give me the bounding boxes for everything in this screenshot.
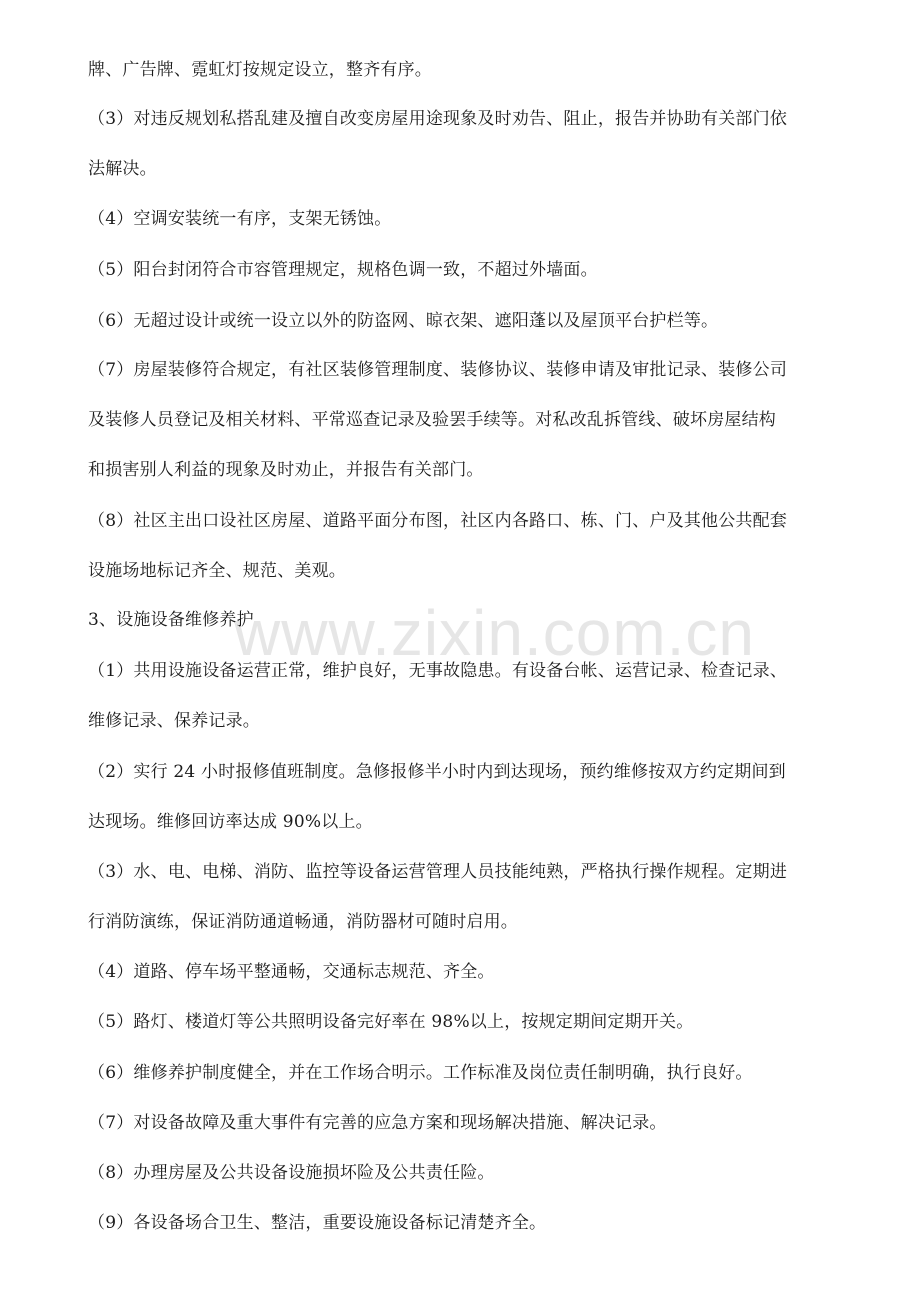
- text-line: （7）房屋装修符合规定，有社区装修管理制度、装修协议、装修申请及审批记录、装修公司: [88, 360, 788, 380]
- text-line: （3）水、电、电梯、消防、监控等设备运营管理人员技能纯熟，严格执行操作规程。定期进: [88, 862, 788, 882]
- text-line: （5）阳台封闭符合市容管理规定，规格色调一致，不超过外墙面。: [88, 260, 598, 280]
- text-line: 及装修人员登记及相关材料、平常巡查记录及验罢手续等。对私改乱拆管线、破坏房屋结构: [88, 410, 776, 430]
- text-line: （6）无超过设计或统一设立以外的防盗网、晾衣架、遮阳蓬以及屋顶平台护栏等。: [88, 311, 719, 331]
- section-heading: 3、设施设备维修养护: [88, 610, 254, 630]
- text-line: （2）实行 24 小时报修值班制度。急修报修半小时内到达现场，预约维修按双方约定期间到: [88, 762, 786, 782]
- text-line: （6）维修养护制度健全，并在工作场合明示。工作标准及岗位责任制明确，执行良好。: [88, 1063, 753, 1083]
- text-line: 牌、广告牌、霓虹灯按规定设立，整齐有序。: [88, 60, 432, 80]
- text-line: （1）共用设施设备运营正常，维护良好，无事故隐患。有设备台帐、运营记录、检查记录、: [88, 661, 788, 681]
- text-line: 法解决。: [88, 159, 157, 179]
- text-line: 和损害别人利益的现象及时劝止，并报告有关部门。: [88, 460, 484, 480]
- text-line: （8）社区主出口设社区房屋、道路平面分布图，社区内各路口、栋、门、户及其他公共配套: [88, 511, 788, 531]
- text-line: （9）各设备场合卫生、整洁，重要设施设备标记清楚齐全。: [88, 1213, 547, 1233]
- text-line: （7）对设备故障及重大事件有完善的应急方案和现场解决措施、解决记录。: [88, 1113, 667, 1133]
- watermark: www.zixin.com.cn: [234, 597, 755, 669]
- text-line: （3）对违反规划私搭乱建及擅自改变房屋用途现象及时劝告、阻止，报告并协助有关部门依: [88, 109, 788, 129]
- text-line: 达现场。维修回访率达成 90%以上。: [88, 812, 373, 832]
- text-line: （8）办理房屋及公共设备设施损坏险及公共责任险。: [88, 1163, 495, 1183]
- text-line: 设施场地标记齐全、规范、美观。: [88, 561, 346, 581]
- text-line: （5）路灯、楼道灯等公共照明设备完好率在 98%以上，按规定期间定期开关。: [88, 1012, 694, 1032]
- text-line: 维修记录、保养记录。: [88, 711, 260, 731]
- text-line: （4）空调安装统一有序，支架无锈蚀。: [88, 209, 392, 229]
- text-line: （4）道路、停车场平整通畅，交通标志规范、齐全。: [88, 962, 495, 982]
- text-line: 行消防演练，保证消防通道畅通，消防器材可随时启用。: [88, 912, 518, 932]
